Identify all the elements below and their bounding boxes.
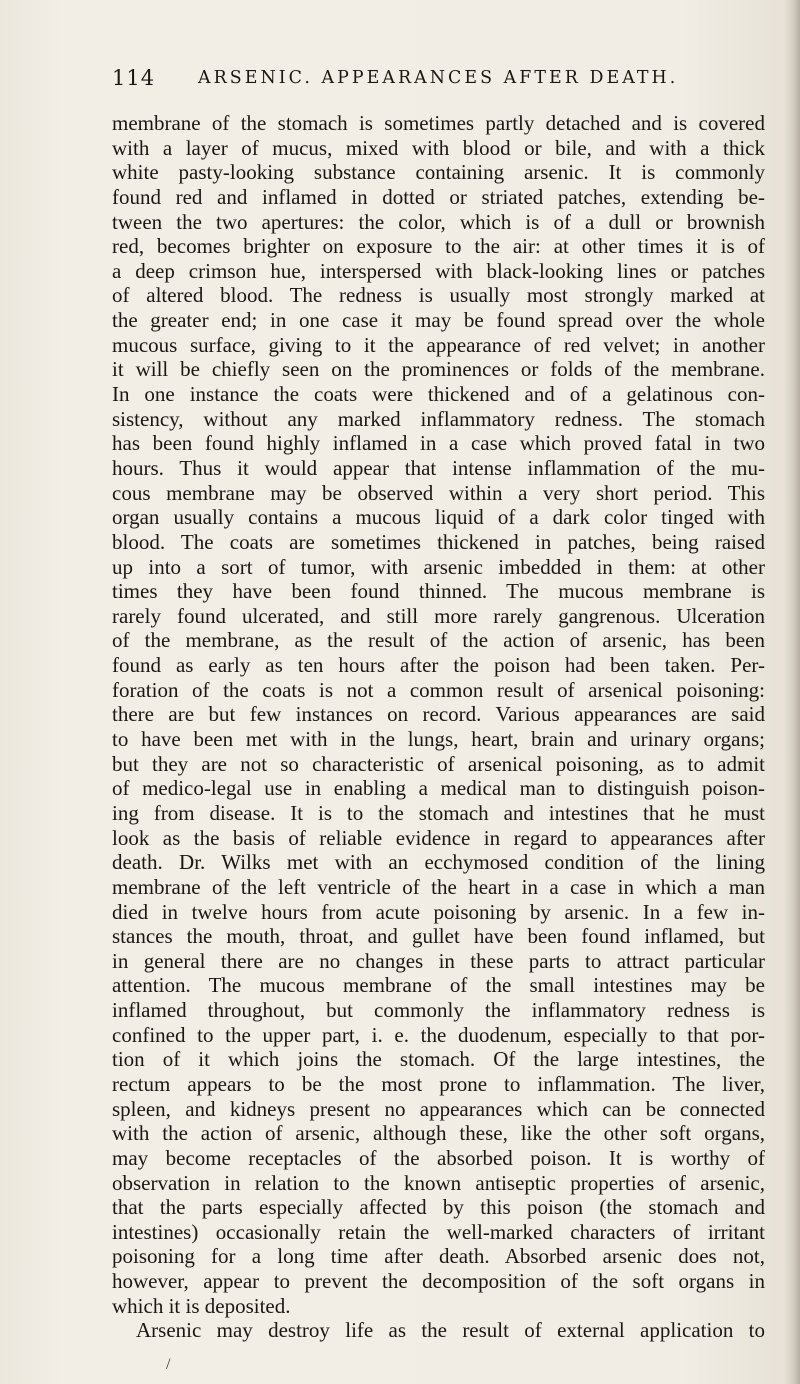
text-line: white pasty-looking substance containing arsenic. It is commonly (112, 160, 765, 185)
text-line: found red and inflamed in dotted or striated patches, extending be- (112, 184, 765, 209)
text-line: it will be chiefly seen on the prominences or folds of the membrane. (112, 357, 765, 382)
text-line: rarely found ulcerated, and still more rarely gangrenous. Ulceration (112, 603, 765, 628)
text-line: rectum appears to be the most prone to inflammation. The liver, (112, 1071, 765, 1096)
text-line: there are but few instances on record. Various appearances are said (112, 702, 765, 727)
text-line: intestines) occasionally retain the well-marked characters of irritant (112, 1219, 765, 1244)
text-line: which it is deposited. (112, 1293, 291, 1318)
text-line: hours. Thus it would appear that intense inflammation of the mu- (112, 455, 765, 480)
text-line: foration of the coats is not a common result of arsenical poisoning: (112, 677, 765, 702)
text-line: red, becomes brighter on exposure to the air: at other times it is of (112, 234, 765, 259)
text-line: in general there are no changes in these parts to attract particular (112, 948, 765, 973)
text-line: however, appear to prevent the decomposition of the soft organs in (112, 1269, 765, 1294)
text-line: has been found highly inflamed in a case which proved fatal in two (112, 431, 765, 456)
text-line: but they are not so characteristic of arsenical poisoning, as to admit (112, 751, 765, 776)
text-line: poisoning for a long time after death. Absorbed arsenic does not, (112, 1244, 765, 1269)
text-line: death. Dr. Wilks met with an ecchymosed condition of the lining (112, 850, 765, 875)
text-line: look as the basis of reliable evidence in regard to appearances after (112, 825, 765, 850)
text-line: found as early as ten hours after the poison had been taken. Per- (112, 653, 765, 678)
text-line: tion of it which joins the stomach. Of the large intestines, the (112, 1047, 765, 1072)
text-line: observation in relation to the known antiseptic properties of arsenic, (112, 1170, 765, 1195)
text-line: times they have been found thinned. The mucous membrane is (112, 579, 765, 604)
text-line: with the action of arsenic, although these, like the other soft organs, (112, 1121, 765, 1146)
text-line: of altered blood. The redness is usually most strongly marked at (112, 283, 765, 308)
stray-mark: / (166, 1356, 171, 1373)
text-line: attention. The mucous membrane of the small intestines may be (112, 973, 765, 998)
running-head-title: ARSENIC. APPEARANCES AFTER DEATH. (198, 68, 679, 88)
text-line: died in twelve hours from acute poisoning by arsenic. In a few in- (112, 899, 765, 924)
text-line: of the membrane, as the result of the action of arsenic, has been (112, 628, 765, 653)
body-text (112, 111, 765, 1343)
text-line: tween the two apertures: the color, which is of a dull or brownish (112, 209, 765, 234)
text-line: blood. The coats are sometimes thickened in patches, being raised (112, 529, 765, 554)
text-line: Arsenic may destroy life as the result of external application to (136, 1318, 765, 1343)
page-number: 114 (112, 66, 156, 90)
page-edge-shadow (784, 0, 800, 1384)
text-line: up into a sort of tumor, with arsenic imbedded in them: at other (112, 554, 765, 579)
text-line: may become receptacles of the absorbed poison. It is worthy of (112, 1145, 765, 1170)
text-line: spleen, and kidneys present no appearances which can be connected (112, 1096, 765, 1121)
text-line: sistency, without any marked inflammatory redness. The stomach (112, 406, 765, 431)
text-line: confined to the upper part, i. e. the duodenum, especially to that por- (112, 1022, 765, 1047)
text-line: inflamed throughout, but commonly the inflammatory redness is (112, 998, 765, 1023)
text-line: to have been met with in the lungs, heart, brain and urinary organs; (112, 727, 765, 752)
text-line: In one instance the coats were thickened and of a gelatinous con- (112, 382, 765, 407)
text-line: of medico-legal use in enabling a medical man to distinguish poison- (112, 776, 765, 801)
text-line: membrane of the stomach is sometimes partly detached and is covered (112, 111, 765, 135)
text-line: the greater end; in one case it may be found spread over the whole (112, 308, 765, 333)
text-line: ing from disease. It is to the stomach and intestines that he must (112, 800, 765, 825)
text-line: organ usually contains a mucous liquid of a dark color tinged with (112, 505, 765, 530)
text-line: stances the mouth, throat, and gullet have been found inflamed, but (112, 924, 765, 949)
running-head (112, 64, 752, 92)
text-line: a deep crimson hue, interspersed with black-looking lines or patches (112, 258, 765, 283)
text-line: membrane of the left ventricle of the heart in a case in which a man (112, 874, 765, 899)
text-line: with a layer of mucus, mixed with blood or bile, and with a thick (112, 135, 765, 160)
text-line: cous membrane may be observed within a very short period. This (112, 480, 765, 505)
text-line: that the parts especially affected by this poison (the stomach and (112, 1195, 765, 1220)
text-line: mucous surface, giving to it the appearance of red velvet; in another (112, 332, 765, 357)
